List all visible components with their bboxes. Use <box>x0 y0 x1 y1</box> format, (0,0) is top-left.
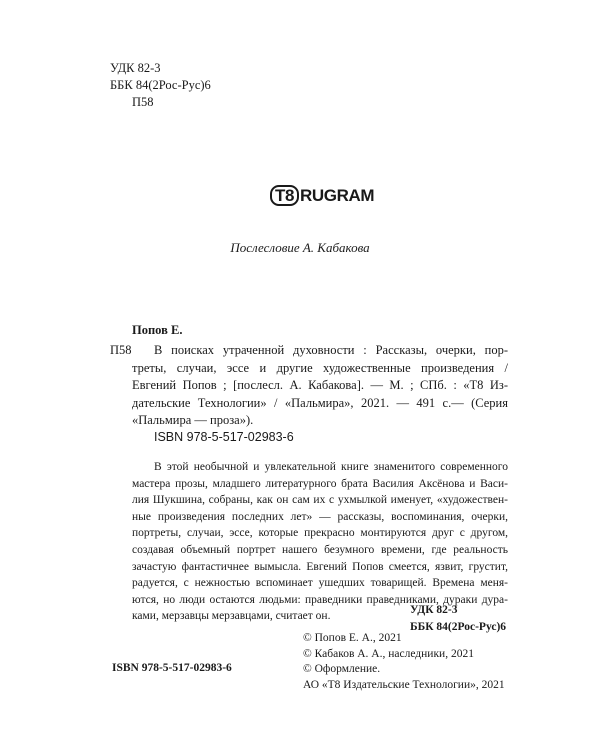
bbk-code: ББК 84(2Рос-Рус)6 <box>110 78 211 92</box>
isbn-line: ISBN 978-5-517-02983-6 <box>154 430 294 444</box>
udk-header <box>110 60 211 111</box>
bibliographic-entry <box>132 342 508 430</box>
logo-name: RUGRAM <box>300 185 375 205</box>
bib-line: треты, случаи, эссе и другие художественные произведения / <box>132 360 508 375</box>
annotation-line: ками, мерзавцы мерзавцами, считает он. <box>132 610 331 623</box>
annotation <box>132 459 508 625</box>
author-mark: П58 <box>132 95 154 109</box>
annotation-line: ются, но люди остаются людьми: праведники праведниками, дураки дура- <box>132 593 508 606</box>
publisher-logo <box>270 185 374 206</box>
copyright-line: © Оформление. <box>303 663 381 675</box>
copyright-block <box>303 631 505 693</box>
logo-mark: T8 <box>270 185 299 206</box>
copyright-line: АО «Т8 Издательские Технологии», 2021 <box>303 678 505 691</box>
annotation-line: зачастую фантастичнее вымысла. Евгений Попов смеется, язвит, грустит, <box>132 560 508 573</box>
udk-code: УДК 82-3 <box>110 61 161 75</box>
bib-line: В поисках утраченной духовности : Рассказы, очерки, пор- <box>154 343 508 357</box>
udk-code: УДК 82-3 <box>410 604 458 616</box>
isbn-footer: ISBN 978-5-517-02983-6 <box>112 662 232 674</box>
copyright-line: © Кабаков А. А., наследники, 2021 <box>303 647 474 660</box>
annotation-line: радуется, с нежностью вспоминает ушедших товарищей. Времена меня- <box>132 577 508 590</box>
annotation-line: лия Шукшина, собраны, как он сам их с ухмылкой именует, «художествен- <box>132 494 508 507</box>
afterword-credit: Послесловие А. Кабакова <box>230 240 370 255</box>
author-name: Попов Е. <box>132 323 183 337</box>
bib-line: дательские Технологии» / «Пальмира», 2021. — 491 с.— (Серия <box>132 395 508 410</box>
index-code: П58 <box>110 343 132 357</box>
annotation-line: ные произведения последних лет» — рассказы, воспоминания, очерки, <box>132 510 508 523</box>
annotation-line: создавая объемный портрет нашего безумного времени, где реальность <box>132 543 508 556</box>
bbk-code: ББК 84(2Рос-Рус)6 <box>410 620 507 633</box>
annotation-line: портреты, случаи, эссе, которые прекрасно монтируются друг с другом, <box>132 527 508 540</box>
bib-line: Евгений Попов ; [послесл. А. Кабакова]. — М. ; СПб. : «Т8 Из- <box>132 378 508 393</box>
annotation-line: В этой необычной и увлекательной книге знаменитого современного <box>154 461 508 473</box>
copyright-line: © Попов Е. А., 2021 <box>303 632 402 644</box>
annotation-line: мастера прозы, младшего литературного брата Василия Аксёнова и Васи- <box>132 477 508 490</box>
bib-line: «Пальмира — проза»). <box>132 413 254 428</box>
